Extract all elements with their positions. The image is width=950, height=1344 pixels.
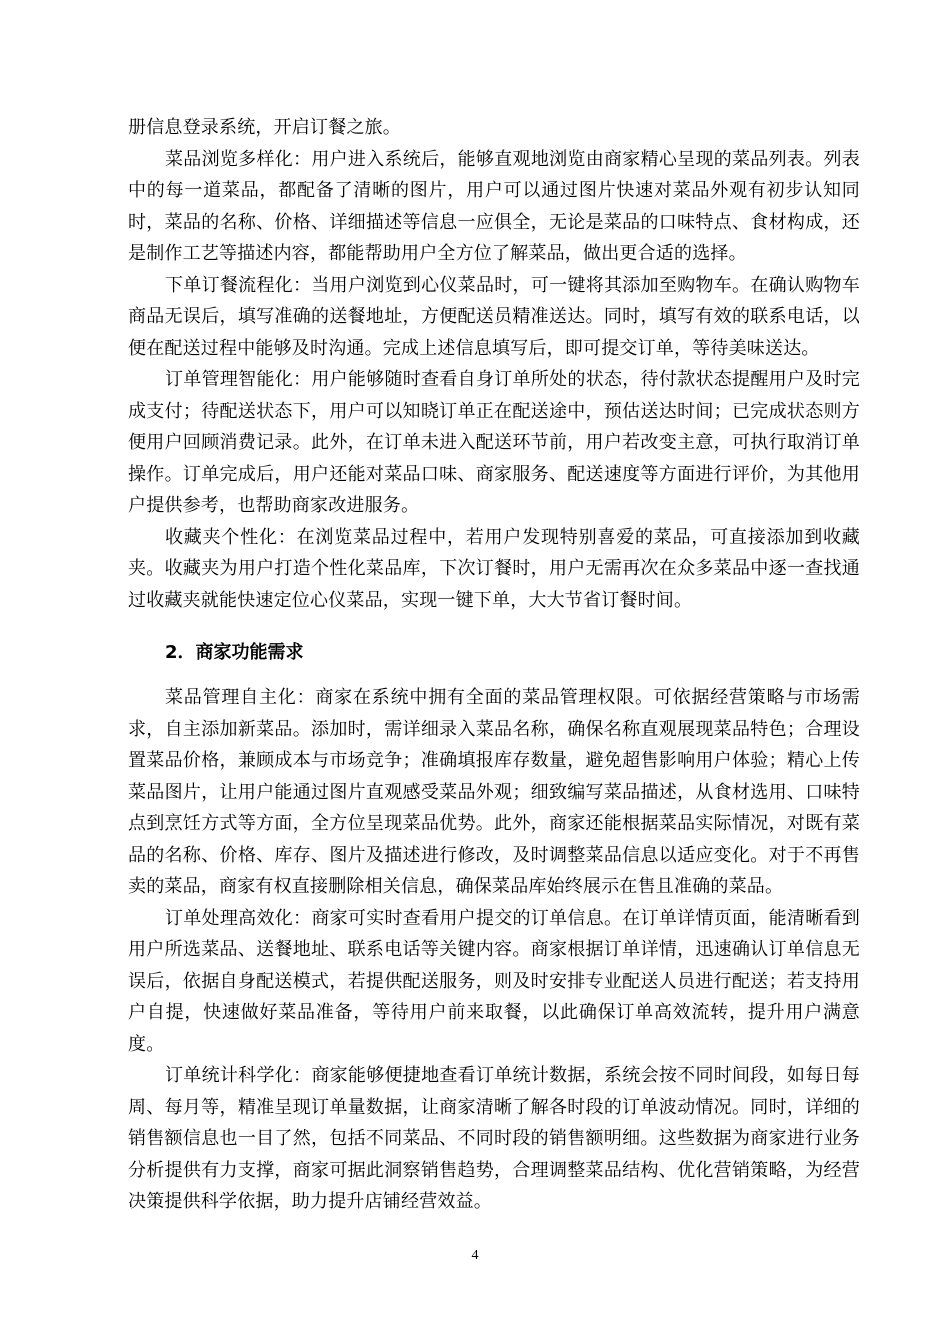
body-text [128,112,860,1218]
paragraph-favorites: 收藏夹个性化：在浏览菜品过程中，若用户发现特别喜爱的菜品，可直接添加到收藏夹。收藏夹为用户打造个性化菜品库，下次订餐时，用户无需再次在众多菜品中逐一查找通过收藏夹就能快速定位心仪菜品，实现一键下单，大大节省订餐时间。 [128,526,860,611]
page-number: 4 [471,1248,479,1263]
paragraph-menu-browsing: 菜品浏览多样化：用户进入系统后，能够直观地浏览由商家精心呈现的菜品列表。列表中的每一道菜品，都配备了清晰的图片，用户可以通过图片快速对菜品外观有初步认知同时，菜品的名称、价格、详细描述等信息一应俱全，无论是菜品的口味特点、食材构成，还是制作工艺等描述内容，都能帮助用户全方位了解菜品，做出更合适的选择。 [128,148,860,264]
paragraph-continuation: 册信息登录系统，开启订餐之旅。 [128,117,401,138]
section-heading: 2．商家功能需求 [165,642,304,663]
paragraph-ordering-process: 下单订餐流程化：当用户浏览到心仪菜品时，可一键将其添加至购物车。在确认购物车商品无误后，填写准确的送餐地址，方便配送员精准送达。同时，填写有效的联系电话，以便在配送过程中能够及时沟通。完成上述信息填写后，即可提交订单，等待美味送达。 [128,274,860,359]
paragraph-order-management: 订单管理智能化：用户能够随时查看自身订单所处的状态，待付款状态提醒用户及时完成支付；待配送状态下，用户可以知晓订单正在配送途中，预估送达时间；已完成状态则方便用户回顾消费记录。此外，在订单未进入配送环节前，用户若改变主意，可执行取消订单操作。订单完成后，用户还能对菜品口味、商家服务、配送速度等方面进行评价，为其他用户提供参考，也帮助商家改进服务。 [128,369,860,516]
paragraph-dish-management: 菜品管理自主化：商家在系统中拥有全面的菜品管理权限。可依据经营策略与市场需求，自主添加新菜品。添加时，需详细录入菜品名称，确保名称直观展现菜品特色；合理设置菜品价格，兼顾成本与市场竞争；准确填报库存数量，避免超售影响用户体验；精心上传菜品图片，让用户能通过图片直观感受菜品外观；细致编写菜品描述，从食材选用、口味特点到烹饪方式等方面，全方位呈现菜品优势。此外，商家还能根据菜品实际情况，对既有菜品的名称、价格、库存、图片及描述进行修改，及时调整菜品信息以适应变化。对于不再售卖的菜品，商家有权直接删除相关信息，确保菜品库始终展示在售且准确的菜品。 [128,687,860,897]
paragraph-order-processing: 订单处理高效化：商家可实时查看用户提交的订单信息。在订单详情页面，能清晰看到用户所选菜品、送餐地址、联系电话等关键内容。商家根据订单详情，迅速确认订单信息无误后，依据自身配送模式，若提供配送服务，则及时安排专业配送人员进行配送；若支持用户自提，快速做好菜品准备，等待用户前来取餐，以此确保订单高效流转，提升用户满意度。 [128,907,860,1055]
paragraph-order-statistics: 订单统计科学化：商家能够便捷地查看订单统计数据，系统会按不同时间段，如每日每周、每月等，精准呈现订单量数据，让商家清晰了解各时段的订单波动情况。同时，详细的销售额信息也一目了然，包括不同菜品、不同时段的销售额明细。这些数据为商家进行业务分析提供有力支撑，商家可据此洞察销售趋势，合理调整菜品结构、优化营销策略，为经营决策提供科学依据，助力提升店铺经营效益。 [128,1065,860,1212]
